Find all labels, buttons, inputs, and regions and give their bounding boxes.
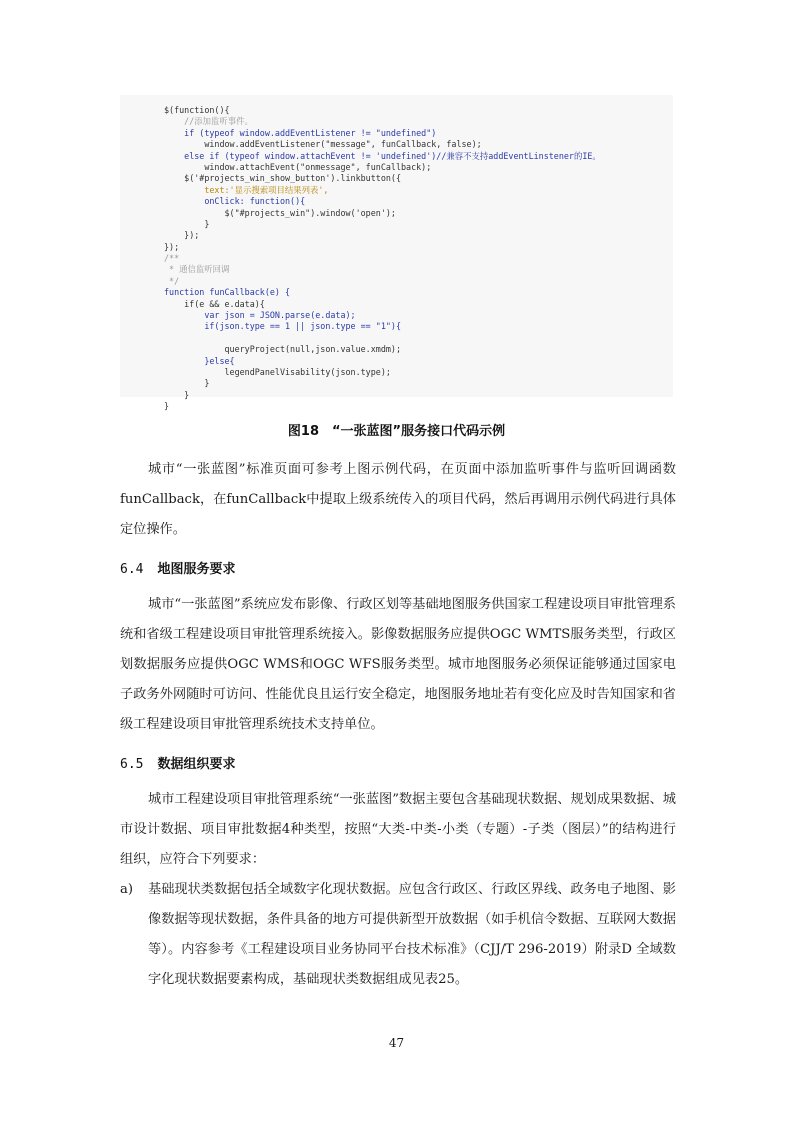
section-heading-6-5: [120, 753, 236, 772]
code-line: /**: [164, 253, 180, 264]
page-number: 47: [388, 1036, 405, 1050]
code-line: onClick: function(){: [164, 196, 306, 207]
code-sample: [120, 95, 673, 412]
code-line: }: [164, 401, 170, 412]
code-line: [164, 333, 673, 344]
code-line: else if (typeof window.attachEvent != 'undefined')//兼容不支持addEventLinstener的IE。: [164, 150, 601, 161]
code-line: });: [164, 241, 180, 252]
code-line: }else{: [164, 355, 235, 366]
code-line: queryProject(null,json.value.xmdm);: [164, 344, 401, 355]
code-line: //添加监听事件。: [164, 116, 253, 127]
section-title: 数据组织要求: [157, 757, 236, 772]
figure-caption: 图18 “一张蓝图”服务接口代码示例: [287, 424, 506, 439]
code-line: if(json.type == 1 || json.type == "1"){: [164, 321, 401, 332]
code-line: $('#projects_win_show_button').linkbutton({: [164, 173, 401, 184]
code-line: }: [164, 378, 210, 389]
code-line: var json = JSON.parse(e.data);: [164, 310, 356, 321]
list-marker: a): [120, 882, 134, 897]
code-line: text:'显示搜索项目结果列表',: [164, 184, 329, 195]
code-line: if(e && e.data){: [164, 298, 265, 309]
code-line: */: [164, 275, 180, 286]
paragraph-data-organization: 城市工程建设项目审批管理系统“一张蓝图”数据主要包含基础现状数据、规划成果数据、城市设计数据、项目审批数据4种类型，按照“大类-中类-小类（专题）-子类（图层）”的结构进行组织，应符合下列要求：: [120, 792, 676, 867]
section-title: 地图服务要求: [157, 562, 236, 577]
list-item-a: [120, 875, 676, 995]
paragraph-map-services: 城市“一张蓝图”系统应发布影像、行政区划等基础地图服务供国家工程建设项目审批管理系统和省级工程建设项目审批管理系统接入。影像数据服务应提供OGC WMTS服务类型，行政区划数据服务应提供OGC WMS和OGC WFS服务类型。城市地图服务必须保证能够通过国家电子政务外网随时可访问、性能优良且运行安全稳定，地图服务地址若有变化应及时告知国家和省级工程建设项目审批管理系统技术支持单位。: [120, 597, 676, 732]
section-number: 6.4: [120, 562, 144, 577]
section-number: 6.5: [120, 757, 144, 772]
code-line: window.attachEvent("onmessage", funCallback);: [164, 161, 432, 172]
code-line: }: [164, 389, 190, 400]
paragraph-intro: 城市“一张蓝图”标准页面可参考上图示例代码，在页面中添加监听事件与监听回调函数funCallback，在funCallback中提取上级系统传入的项目代码，然后再调用示例代码进行具体定位操作。: [120, 462, 676, 537]
code-line: $("#projects_win").window('open');: [164, 207, 396, 218]
code-line: function funCallback(e) {: [164, 287, 291, 298]
list-item-text: 基础现状类数据包括全域数字化现状数据。应包含行政区、行政区界线、政务电子地图、影像数据等现状数据，条件具备的地方可提供新型开放数据（如手机信令数据、互联网大数据等）。内容参考《工程建设项目业务协同平台技术标准》（CJJ/T 296-2019）附录D 全域数字化现状数据要素构成，基础现状类数据组成见表25。: [148, 882, 676, 987]
code-line: if (typeof window.addEventListener != "undefined"): [164, 127, 437, 138]
code-line: }: [164, 218, 210, 229]
code-line: });: [164, 230, 200, 241]
code-line: legendPanelVisability(json.type);: [164, 366, 391, 377]
code-line: $(function(){: [164, 105, 230, 115]
code-line: * 通信监听回调: [164, 264, 230, 275]
code-line: window.addEventListener("message", funCallback, false);: [164, 139, 482, 150]
section-heading-6-4: [120, 558, 236, 577]
